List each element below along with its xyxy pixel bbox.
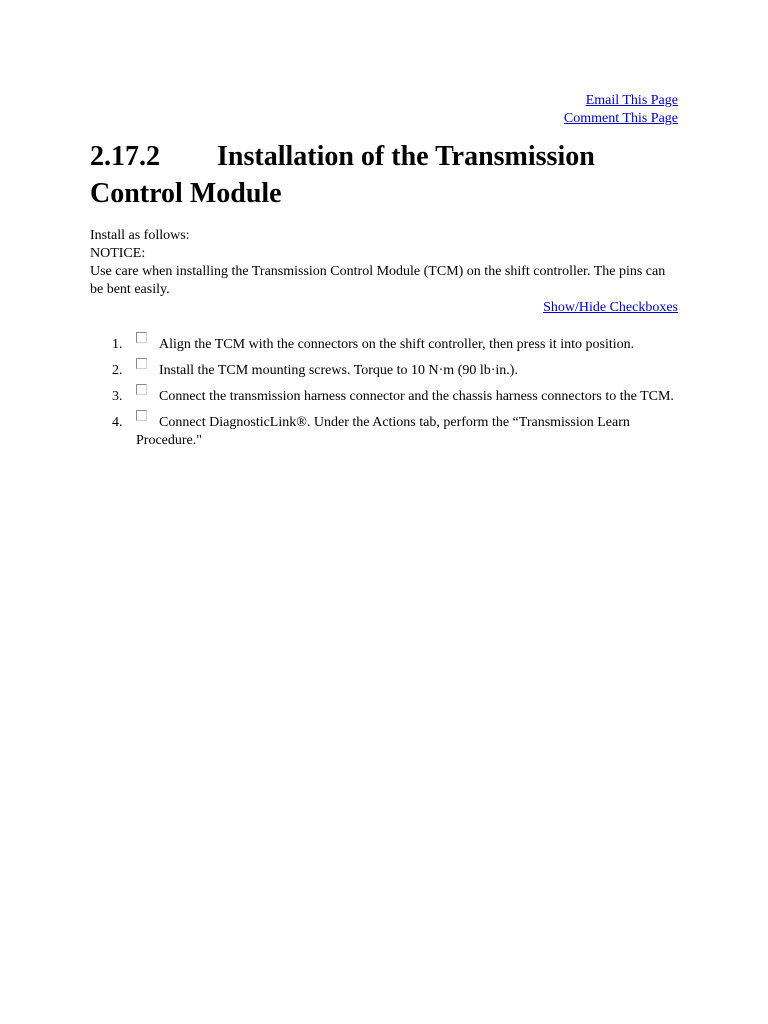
install-instruction: Install as follows: [90,228,190,243]
step-text: Align the TCM with the connectors on the shift controller, then press it into position. [159,337,635,352]
page-title [90,138,678,212]
step-number: 2. [112,363,123,378]
step-number: 4. [112,415,123,430]
step-text: Install the TCM mounting screws. Torque to 10 N·m (90 lb·in.). [159,363,518,378]
checkbox-icon[interactable] [136,384,147,395]
show-hide-checkboxes-link[interactable]: Show/Hide Checkboxes [543,300,678,315]
checkbox-icon[interactable] [136,410,147,421]
intro-block [90,227,678,299]
list-item [90,414,678,450]
step-number: 3. [112,389,123,404]
comment-page-link[interactable]: Comment This Page [563,111,678,126]
checkbox-toggle [90,299,678,317]
list-item [90,362,678,380]
procedure-steps [90,336,678,450]
step-number: 1. [112,337,123,352]
page-actions [90,92,678,128]
section-title-line-2: Control Module [90,178,282,209]
document-page [90,92,678,458]
list-item [90,336,678,354]
section-title-line-1: Installation of the Transmission [217,141,595,172]
step-text: Connect DiagnosticLink®. Under the Actions tab, perform the “Transmission Learn Procedure." [136,415,630,448]
notice-text: Use care when installing the Transmission Control Module (TCM) on the shift controller. The pins can be bent easily. [90,264,666,297]
checkbox-icon[interactable] [136,358,147,369]
list-item [90,388,678,406]
section-number: 2.17.2 [90,141,160,172]
checkbox-icon[interactable] [136,332,147,343]
step-text: Connect the transmission harness connector and the chassis harness connectors to the TCM. [159,389,674,404]
email-page-link[interactable]: Email This Page [585,93,678,108]
notice-label: NOTICE: [90,246,146,261]
